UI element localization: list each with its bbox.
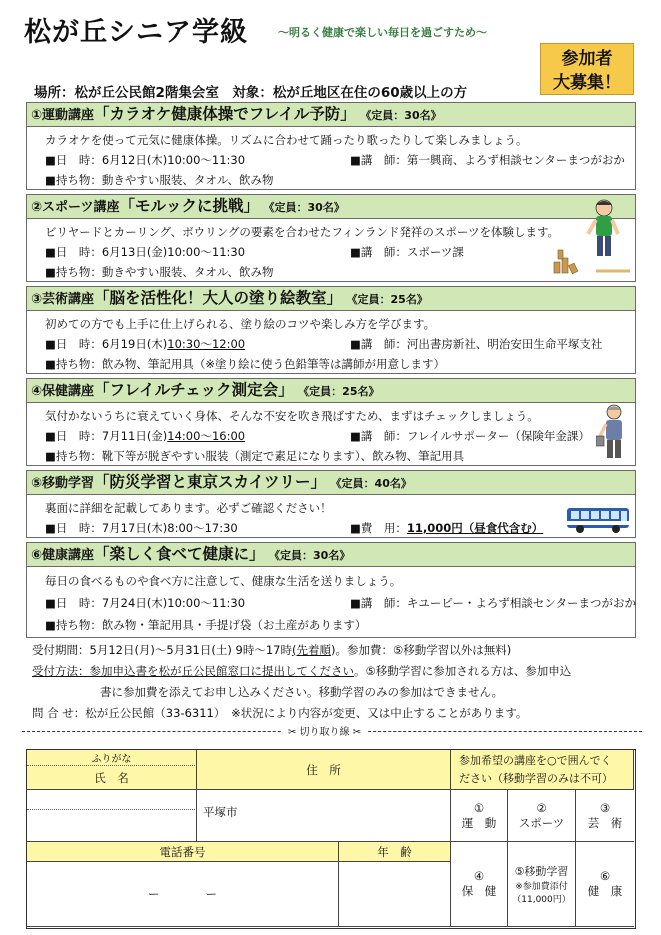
course-time: 14:00～16:00 [167,429,246,443]
course-items: ■持ち物：飲み物、筆記用具（※塗り絵に使う色鉛筆等は講師が用意します） [45,357,445,371]
course-nutrition [26,542,636,638]
course-instructor: ■講 師：スポーツ課 [350,245,464,259]
course-name: 「フレイルチェック測定会」 [94,381,294,399]
option-health[interactable]: ④ 保 健 [451,842,508,927]
course-description: カラオケを使って元気に健康体操。リズムに合わせて踊ったり歌ったりして楽しみましょう。 [45,133,528,147]
course-capacity: 《定員：40名》 [336,477,412,490]
course-capacity: 《定員：30名》 [274,549,351,562]
option-art[interactable]: ③ 芸 術 [576,790,634,842]
course-art [26,286,636,374]
course-exercise [26,102,636,190]
course-instructor: ■講 師：第一興商、よろず相談センターまつがおか [350,153,625,167]
course-sports [26,194,636,282]
recruit-badge [540,43,634,95]
option-exercise[interactable]: ① 運 動 [451,790,508,842]
furigana-label: ふりがな [27,750,197,766]
course-name: 「楽しく食べて健康に」 [94,545,265,563]
course-items: ■持ち物：靴下等が脱ぎやすい服装（測定で素足になります）、飲み物、筆記用具 [45,449,465,463]
course-items: ■持ち物：飲み物・筆記用具・手提げ袋（お土産があります） [45,618,367,632]
course-capacity: 《定員：30名》 [269,201,345,214]
course-fee: 11,000円（昼食代含む） [406,521,544,535]
course-date: ■日 時：6月19日(木) [45,337,168,351]
course-description: 裏面に詳細を記載してあります。必ずご確認ください！ [45,501,332,515]
badge-line2: 大募集！ [553,73,621,93]
course-description: 気付かないうちに衰えていく身体、そんな不安を吹き飛ばすため、まずはチェックしましょう。 [45,409,539,423]
age-input[interactable] [339,862,451,927]
option-sports[interactable]: ② スポーツ [508,790,576,842]
course-heading: ③芸術講座 [31,292,95,307]
course-name: 「カラオケ健康体操でフレイル予防」 [94,105,356,123]
course-name: 「脳を活性化！大人の塗り絵教室」 [94,289,343,307]
course-date: ■日 時：6月12日(木)10:00～11:30 [45,153,246,167]
option-field-trip[interactable]: ⑤移動学習 ※参加費添付 （11,000円） [508,842,576,927]
page-subtitle: ～明るく健康で楽しい毎日を過ごすため～ [278,26,487,39]
phone-dashes: ー ー [148,887,217,901]
person-molkky-icon [552,196,632,278]
venue-line: 場所：松が丘公民館2階集会室 対象：松が丘地区在住の60歳以上の方 [34,85,468,101]
course-choice-instructions: 参加希望の講座を○で囲んでく ださい（移動学習のみは不可） [451,750,634,790]
course-description: 初めての方でも上手に仕上げられる、塗り絵のコツや楽しみ方を学びます。 [45,317,436,331]
course-time: 10:30～12:00 [167,337,246,351]
furigana-input[interactable] [27,790,197,810]
reception-period: 受付期間：5月12日(月)～5月31日(土) 9時～17時(先着順)。参加費：⑤移動学習以外は無料) [32,643,512,657]
reception-method: 受付方法：参加申込書を松が丘公民館窓口に提出してください。⑤移動学習に参加される方は、参加申込 [32,664,572,678]
course-instructor: ■講 師：フレイルサポーター（保険年金課） [350,429,590,443]
course-header [27,103,635,127]
course-items: ■持ち物：動きやすい服装、タオル、飲み物 [45,265,274,279]
bus-icon [566,506,632,534]
course-header [27,195,635,219]
course-heading: ①運動講座 [31,108,95,123]
name-label: 氏 名 [27,766,197,790]
phone-input[interactable] [27,862,339,927]
course-field-trip [26,470,636,538]
contact-line: 問 合 せ：松が丘公民館（33-6311） ※状況により内容が変更、又は中止することがあります。 [32,706,528,720]
course-date: ■日 時：6月13日(金)10:00～11:30 [45,245,246,259]
first-come-note: (先着順 [291,643,331,657]
application-form [26,749,636,929]
course-name: 「防災学習と東京スカイツリー」 [94,473,327,491]
course-header [27,379,635,403]
course-heading: ⑥健康講座 [31,548,95,563]
course-header [27,471,635,495]
course-date: ■日 時：7月17日(木)8:00～17:30 [45,521,238,535]
course-date: ■日 時：7月24日(木)10:00～11:30 [45,596,246,610]
age-label: 年 齢 [339,842,451,862]
address-label: 住 所 [197,750,451,790]
course-heading: ②スポーツ講座 [31,200,120,215]
course-name: 「モルックに挑戦」 [119,197,260,215]
phone-label: 電話番号 [27,842,339,862]
course-capacity: 《定員：25名》 [352,293,428,306]
course-instructor: ■講 師：河出書房新社、明治安田生命平塚支社 [350,337,603,351]
reception-method-cont: 書に参加費を添えてお申し込みください。移動学習のみの参加はできません。 [100,685,504,699]
badge-line1: 参加者 [561,49,613,69]
course-heading: ⑤移動学習 [31,476,95,491]
address-input[interactable] [197,790,451,842]
course-header [27,543,635,567]
course-health-check [26,378,636,466]
course-date: ■日 時：7月11日(金) [45,429,168,443]
course-header [27,287,635,311]
course-capacity: 《定員：25名》 [303,385,380,398]
course-fee-label: ■費 用： [350,521,407,535]
course-instructor: ■講 師：キユーピー・よろず相談センターまつがおか [350,596,636,610]
address-prefix: 平塚市 [203,805,238,819]
course-capacity: 《定員：30名》 [365,109,442,122]
course-description: 毎日の食べるものや食べ方に注意して、健康な生活を送りましょう。 [45,574,402,588]
page-title: 松が丘シニア学級 [24,17,248,48]
person-fitness-check-icon [596,404,630,462]
course-heading: ④保健講座 [31,384,95,399]
course-items: ■持ち物：動きやすい服装、タオル、飲み物 [45,173,274,187]
option-nutrition[interactable]: ⑥ 健 康 [576,842,634,927]
cut-label: ✂ 切り取り線 ✂ [282,723,367,738]
name-input[interactable] [27,810,197,842]
course-description: ビリヤードとカーリング、ボウリングの要素を合わせたフィンランド発祥のスポーツを体験します。 [45,225,560,239]
